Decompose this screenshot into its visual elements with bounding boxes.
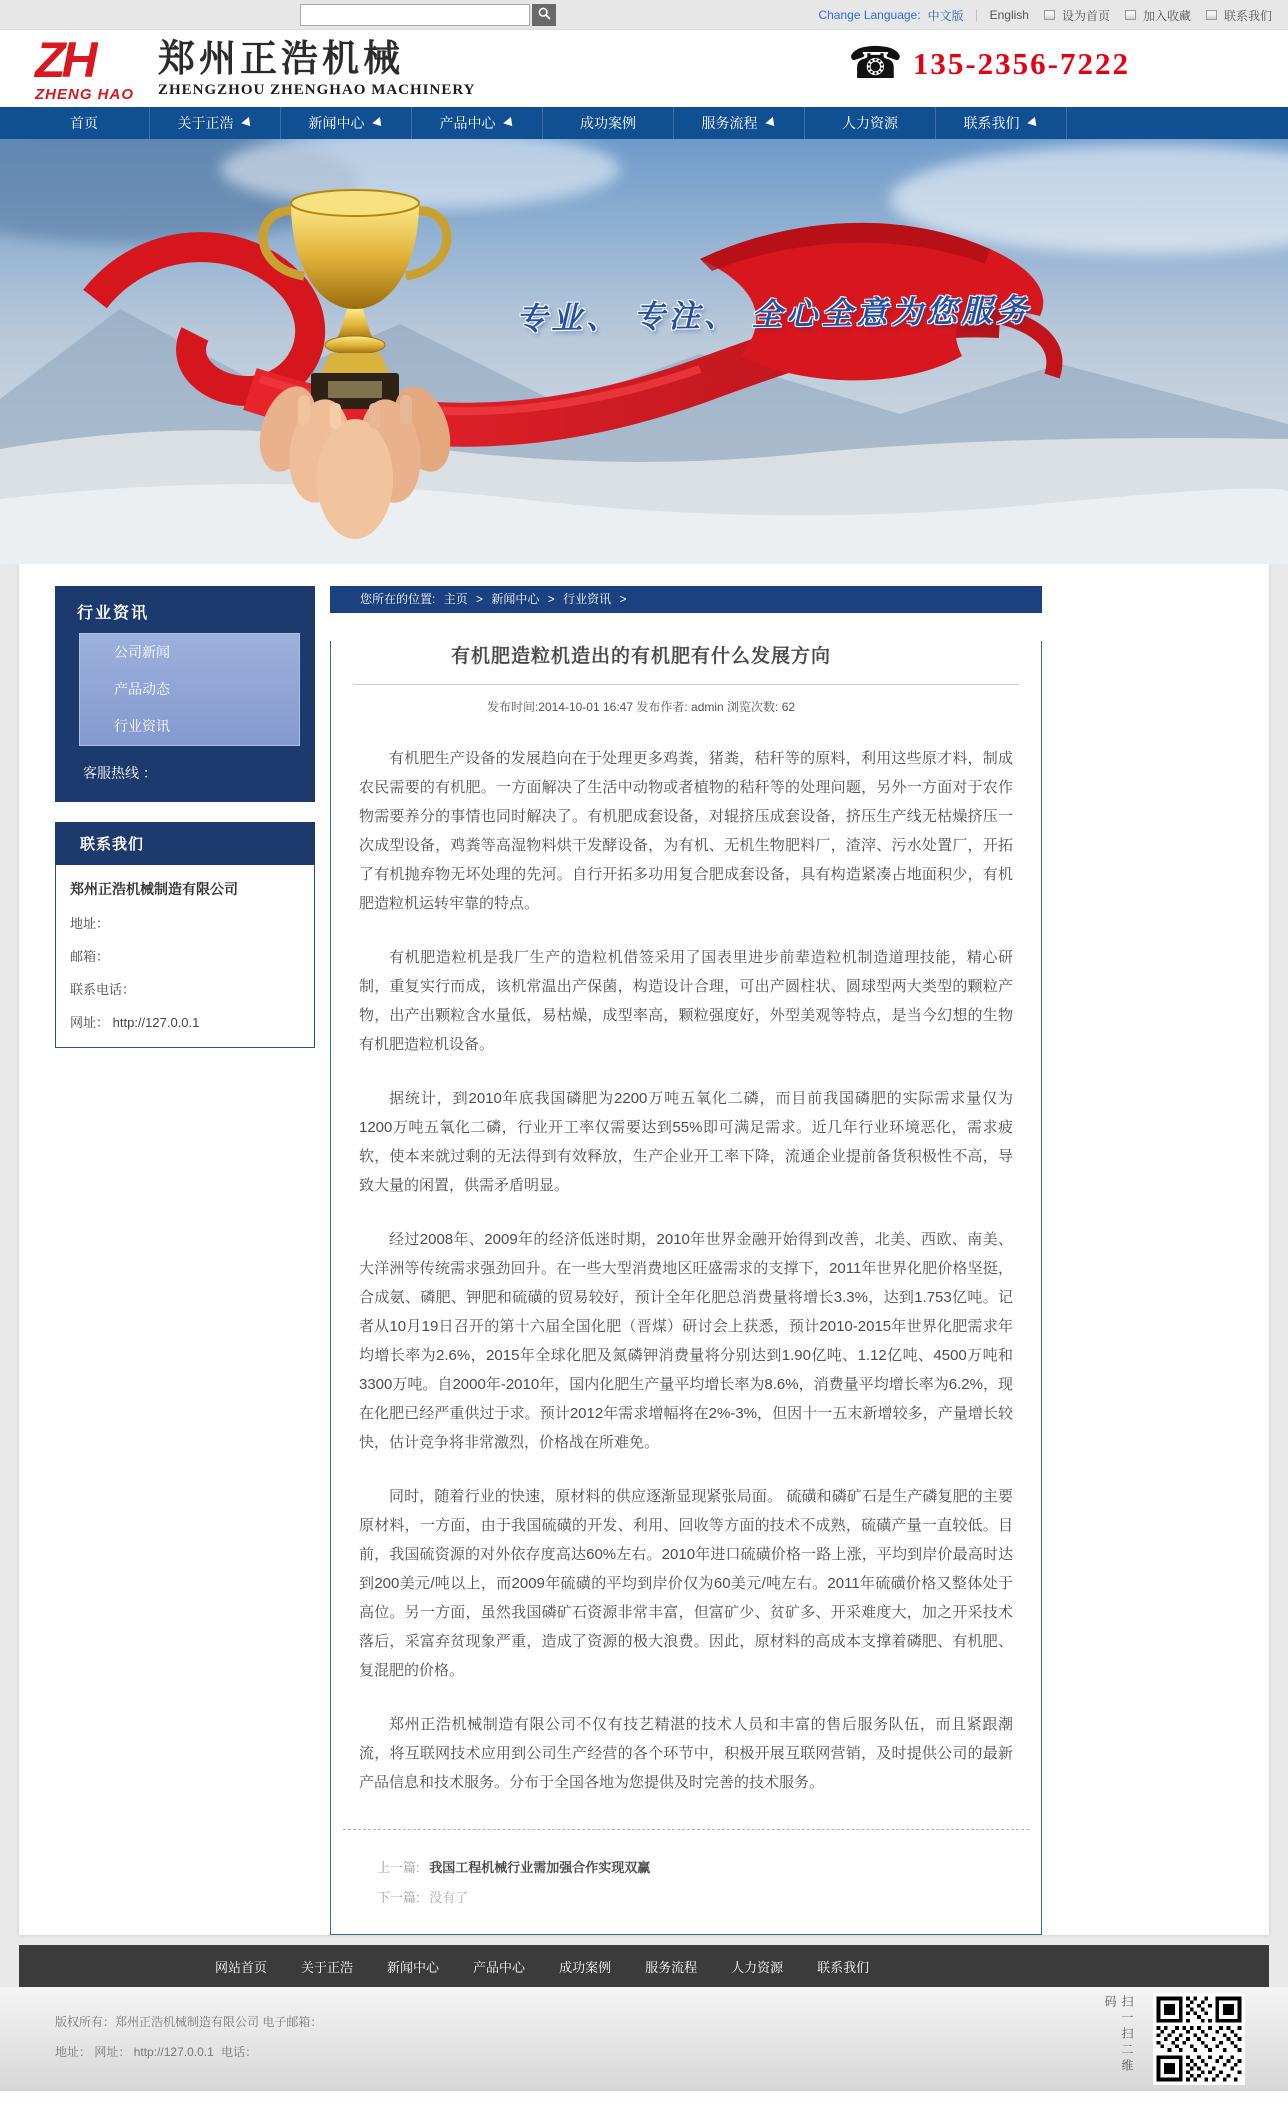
home-page-icon [1044,10,1055,20]
sidebar-item-product-news[interactable]: 产品动态 [114,681,170,697]
sidebar [55,586,315,1048]
change-language-label: Change Language: [818,8,921,22]
prev-label: 上一篇: [377,1860,420,1875]
bookmark-icon [1125,10,1136,20]
logo-zh-monogram: ZH [35,32,94,88]
banner-illustration [0,139,1288,564]
contact-email-line: 邮箱： [70,949,110,964]
article-meta: 发布时间:2014-10-01 16:47 发布作者: admin 浏览次数: 62 [486,700,796,714]
sidebar-news-title: 行业资讯 [77,605,150,622]
search-button[interactable] [532,4,556,26]
article-title: 有机肥造粒机造出的有机肥有什么发展方向 [450,646,831,667]
article-paragraph: 据统计，到2010年底我国磷肥为2200万吨五氧化二磷，而目前我国磷肥的实际需求量仅为1200万吨五氧化二磷，行业开工率仅需要达到55%即可满足需求。近几年行业环境恶化，需求疲软，使本来就过剩的无法得到有效释放，生产企业开工率下降，流通企业提前备货积极性不高，导致大量的闲置，供需矛盾明显。 [359,1090,1013,1194]
contact-company-name: 郑州正浩机械制造有限公司 [70,881,238,897]
footer-nav-about[interactable]: 关于正浩 [301,1959,354,1975]
footer-nav-service[interactable]: 服务流程 [645,1959,698,1975]
sidebar-news-list [79,633,300,746]
nav-item-products[interactable] [412,107,543,139]
breadcrumb-separator: > [619,592,627,606]
footer-address-label: 地址： [55,2045,92,2059]
breadcrumb-prefix: 您所在的位置: [360,592,436,606]
nav-item-cases[interactable] [543,107,674,139]
nav-label: 成功案例 [580,115,636,131]
dropdown-arrow-icon [1027,116,1043,132]
article-box [330,641,1042,1935]
dropdown-arrow-icon [765,116,781,132]
magnifier-icon [538,7,551,23]
sidebar-contact-title: 联系我们 [55,822,315,865]
language-separator: ｜ [970,8,983,23]
contact-phone-line: 联系电话： [70,982,136,997]
footer-bottom [0,1987,1288,2090]
footer-navigation [19,1945,1269,1987]
prev-next-links [331,1830,1041,1908]
footer-address-line [55,2043,257,2060]
footer-nav-news[interactable]: 新闻中心 [387,1959,440,1975]
hero-banner [0,139,1288,564]
breadcrumb-industry-link[interactable]: 行业资讯 [563,592,612,606]
nav-item-service[interactable] [674,107,805,139]
contact-icon [1206,10,1217,20]
footer-nav-home[interactable]: 网站首页 [215,1959,268,1975]
main-content-wrapper [19,564,1269,1935]
sidebar-contact-box [55,822,315,1048]
contact-site-line [70,1012,302,1031]
language-link-en[interactable]: English [989,8,1029,22]
prev-article-row [377,1857,1041,1876]
contact-site-label: 网址： [70,1015,110,1030]
nav-item-about[interactable] [150,107,281,139]
contact-address-line: 地址： [70,916,110,931]
nav-label: 新闻中心 [308,115,365,131]
dropdown-arrow-icon [372,116,388,132]
nav-item-home[interactable] [19,107,150,139]
footer-nav-hr[interactable]: 人力资源 [731,1959,784,1975]
main-navigation [0,107,1288,139]
next-article-row [377,1887,1041,1906]
sidebar-contact-body [55,865,315,1048]
service-hotline-label: 客服热线 ： [83,765,157,781]
nav-label: 首页 [70,115,98,131]
nav-item-hr[interactable] [805,107,936,139]
nav-label: 联系我们 [963,115,1020,131]
logo-subtext: ZHENG HAO [35,86,134,103]
search-input[interactable] [300,4,530,26]
contact-site-url[interactable]: http://127.0.0.1 [112,1015,200,1030]
breadcrumb [330,586,1042,613]
prev-article-link[interactable]: 我国工程机械行业需加强合作实现双赢 [429,1860,651,1875]
company-name-block [158,38,476,99]
dropdown-arrow-icon [503,116,519,132]
company-logo[interactable] [35,32,155,103]
article-paragraph: 郑州正浩机械制造有限公司不仅有技艺精湛的技术人员和丰富的售后服务队伍，而且紧跟潮流，将互联网技术应用到公司生产经营的各个环节中，积极开展互联网营销，及时提供公司的最新产品信息和技术服务。分布于全国各地为您提供及时完善的技术服务。 [359,1716,1013,1791]
banner-slogan: 专业、 专注、 全心全意为您服务 [515,292,1032,337]
qr-code-label: 扫一扫二维码 [1103,1995,1134,2075]
article-body [331,715,1041,1797]
nav-label: 人力资源 [842,115,898,131]
bottom-strip [0,2090,1288,2104]
article-paragraph: 经过2008年、2009年的经济低迷时期，2010年世界金融开始得到改善，北美、西欧、南美、大洋洲等传统需求强劲回升。在一些大型消费地区旺盛需求的支撑下，2011年世界化肥价格坚挺，合成氨、磷肥、钾肥和硫磺的贸易较好，预计全年化肥总消费量将增长3.3%，达到1.753亿吨。记者从10月19日召开的第十六届全国化肥（晋煤）研讨会上获悉，预计2010-2015年世界化肥需求年均增长率为2.6%，2015年全球化肥及氮磷钾消费量将分别达到1.90亿吨、1.12亿吨、4500万吨和3300万吨。自2000年-2010年，国内化肥生产量平均增长率为8.6%，消费量平均增长率为6.2%，现在化肥已经严重供过于求。预计2012年需求增幅将在2%-3%，但因十一五末新增较多，产量增长较快，估计竞争将非常激烈，价格战在所难免。 [359,1231,1013,1451]
footer-site-url[interactable]: http://127.0.0.1 [133,2045,214,2059]
breadcrumb-news-link[interactable]: 新闻中心 [491,592,540,606]
phone-number: 135-2356-7222 [912,46,1130,81]
company-name-zh: 郑州正浩机械 [158,38,404,79]
company-name-en: ZHENGZHOU ZHENGHAO MACHINERY [158,82,476,98]
search-box [300,4,556,26]
next-article-none: 没有了 [429,1890,469,1905]
breadcrumb-separator: > [476,592,484,606]
site-header [0,30,1288,107]
copyright-line: 版权所有：郑州正浩机械制造有限公司 电子邮箱： [55,2015,323,2029]
header-phone [848,39,1130,88]
add-favorite-link[interactable]: 加入收藏 [1142,8,1191,23]
breadcrumb-separator: > [547,592,555,606]
article-paragraph: 有机肥生产设备的发展趋向在于处理更多鸡粪，猪粪，秸秆等的原料，利用这些原才料，制成农民需要的有机肥。一方面解决了生活中动物或者植物的秸秆等的处理问题，另外一方面对于农作物需要养分的事情也同时解决了。有机肥成套设备，对辊挤压成套设备，挤压生产线无枯燥挤压一次成型设备，鸡粪等高湿物料烘干发酵设备，为有机、无机生物肥料厂，渣滓、污水处置厂，开拓了有机抛弃物无坏处理的先河。自行开拓多功用复合肥成套设备，具有构造紧凑占地面积少，有机肥造粒机运转牢靠的特点。 [359,750,1013,912]
nav-label: 产品中心 [439,115,496,131]
nav-label: 关于正浩 [177,115,234,131]
sidebar-item-industry-news[interactable]: 行业资讯 [114,718,170,734]
qr-code-image [1153,1993,1245,2085]
footer-nav-products[interactable]: 产品中心 [473,1959,526,1975]
dropdown-arrow-icon [241,116,257,132]
footer-nav-cases[interactable]: 成功案例 [559,1959,612,1975]
footer-site-label: 网址： [94,2045,131,2059]
top-utility-bar [0,0,1288,30]
qr-code [1153,1993,1245,2085]
set-homepage-link[interactable]: 设为首页 [1061,8,1110,23]
sidebar-news-box [55,586,315,802]
breadcrumb-home-link[interactable]: 主页 [443,592,468,606]
topbar-links [818,0,1272,30]
telephone-icon: ☎ [848,39,903,88]
footer-phone-label: 电话： [221,2045,258,2059]
article-paragraph: 同时，随着行业的快速，原材料的供应逐渐显现紧张局面。 硫磺和磷矿石是生产磷复肥的主要原材料，一方面，由于我国硫磺的开发、利用、回收等方面的技术不成熟，硫磺产量一直较低。目前，我国硫资源的对外依存度高达60%左右。2010年进口硫磺价格一路上涨，平均到岸价最高时达到200美元/吨以上，而2009年硫磺的平均到岸价仅为60美元/吨左右。2011年硫磺价格又整体处于高位。另一方面，虽然我国磷矿石资源非常丰富，但富矿少、贫矿多、开采难度大，加之开采技术落后，采富弃贫现象严重，造成了资源的极大浪费。因此，原材料的高成本支撑着磷肥、有机肥、复混肥的价格。 [359,1488,1013,1679]
next-label: 下一篇: [377,1890,420,1905]
nav-item-contact[interactable] [936,107,1067,139]
article-paragraph: 有机肥造粒机是我厂生产的造粒机借签采用了国表里进步前辈造粒机制造道理技能，精心研制，重复实行而成，该机常温出产保菌，构造设计合理，可出产圆柱状、圆球型两大类型的颗粒产物，出产出颗粒含水量低，易枯燥，成型率高，颗粒强度好，外型美观等特点，是当今幻想的生物有机肥造粒机设备。 [359,949,1013,1053]
contact-us-link[interactable]: 联系我们 [1223,8,1272,23]
nav-item-news[interactable] [281,107,412,139]
language-link-zh[interactable]: 中文版 [927,8,964,23]
footer-nav-contact[interactable]: 联系我们 [817,1959,870,1975]
content-column [330,586,1042,1935]
sidebar-item-company-news[interactable]: 公司新闻 [114,644,170,660]
nav-label: 服务流程 [701,115,758,131]
